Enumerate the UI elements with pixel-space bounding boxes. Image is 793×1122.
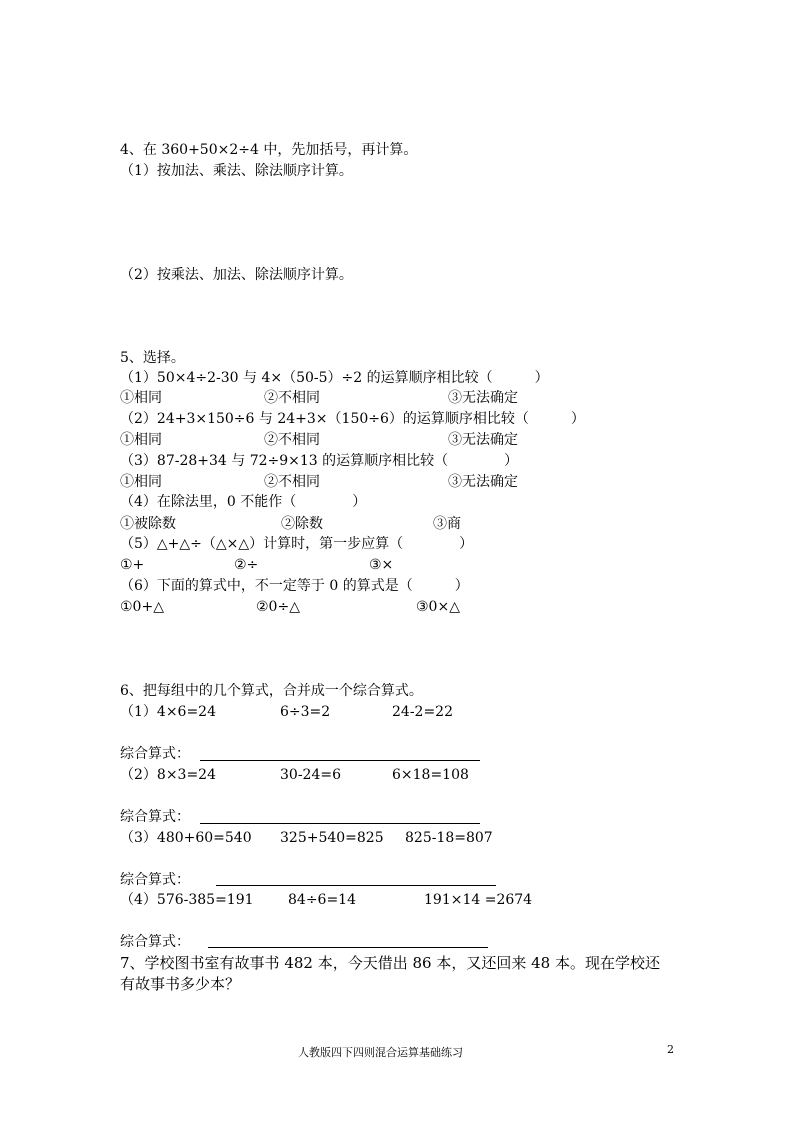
q6-group4-expr2: 84÷6=14 [288,892,356,908]
q5-item3-option1: ①相同 [120,474,162,490]
q5-item2-stem: （2）24+3×150÷6 与 24+3×（150÷6）的运算顺序相比较（ ） [120,411,585,427]
q6-group2-answer-label: 综合算式： [120,809,190,825]
q5-item1-option2: ②不相同 [264,390,320,406]
q5-item4-option2: ②除数 [281,516,323,532]
q6-group3-expr1: （3）480+60=540 [120,830,252,846]
q6-group4-expr1: （4）576-385=191 [120,892,254,908]
q5-item5-stem: （5）△+△÷（△×△）计算时，第一步应算（ ） [120,536,474,552]
footer-title: 人教版四下四则混合运算基础练习 [298,1046,463,1059]
q5-item3-option3: ③无法确定 [448,474,518,490]
q5-item6-option1: ①0+△ [120,599,164,615]
q5-item2-option1: ①相同 [120,432,162,448]
q6-group2-expr1: （2）8×3=24 [120,767,216,783]
q5-item4-stem: （4）在除法里，0 不能作（ ） [120,494,367,510]
q5-item1-option1: ①相同 [120,390,162,406]
q6-group1-expr1: （1）4×6=24 [120,704,216,720]
q6-group2-expr2: 30-24=6 [280,767,341,783]
page-number: 2 [667,1043,674,1056]
q5-item6-stem: （6）下面的算式中，不一定等于 0 的算式是（ ） [120,578,469,594]
q6-title: 6、把每组中的几个算式，合并成一个综合算式。 [120,683,423,699]
q5-item5-option3: ③× [369,557,394,573]
q6-group1-expr2: 6÷3=2 [280,704,331,720]
q5-item6-option2: ②0÷△ [256,599,300,615]
q4-part2: （2）按乘法、加法、除法顺序计算。 [120,267,353,283]
q4-title: 4、在 360+50×2÷4 中，先加括号，再计算。 [120,142,418,158]
q6-group3-answer-label: 综合算式： [120,872,190,888]
q5-item3-option2: ②不相同 [264,474,320,490]
q5-item1-stem: （1）50×4÷2-30 与 4×（50-5）÷2 的运算顺序相比较（ ） [120,370,549,386]
q4-part1: （1）按加法、乘法、除法顺序计算。 [120,163,353,179]
q5-item4-option1: ①被除数 [120,516,176,532]
q5-item1-option3: ③无法确定 [448,390,518,406]
q6-group4-expr3: 191×14 =2674 [424,892,533,908]
q5-item4-option3: ③商 [433,516,461,532]
q6-group4-answer-line[interactable] [208,947,488,948]
q6-group2-answer-line[interactable] [200,823,480,824]
q5-item5-option1: ①+ [120,557,145,573]
q6-group3-expr3: 825-18=807 [405,830,493,846]
q6-group2-expr3: 6×18=108 [392,767,469,783]
q6-group3-expr2: 325+540=825 [280,830,384,846]
q5-item5-option2: ②÷ [234,557,259,573]
q5-item6-option3: ③0×△ [416,599,460,615]
q5-item2-option3: ③无法确定 [448,432,518,448]
q6-group3-answer-line[interactable] [216,885,496,886]
q5-item2-option2: ②不相同 [264,432,320,448]
q6-group1-expr3: 24-2=22 [392,704,453,720]
q7-line1: 7、学校图书室有故事书 482 本，今天借出 86 本，又还回来 48 本。现在学校还 [120,954,660,972]
q5-title: 5、选择。 [120,350,185,366]
q7-line2: 有故事书多少本？ [120,975,241,993]
q6-group1-answer-label: 综合算式： [120,746,190,762]
q5-item3-stem: （3）87-28+34 与 72÷9×13 的运算顺序相比较（ ） [120,453,519,469]
q6-group1-answer-line[interactable] [200,760,480,761]
q6-group4-answer-label: 综合算式： [120,934,190,950]
